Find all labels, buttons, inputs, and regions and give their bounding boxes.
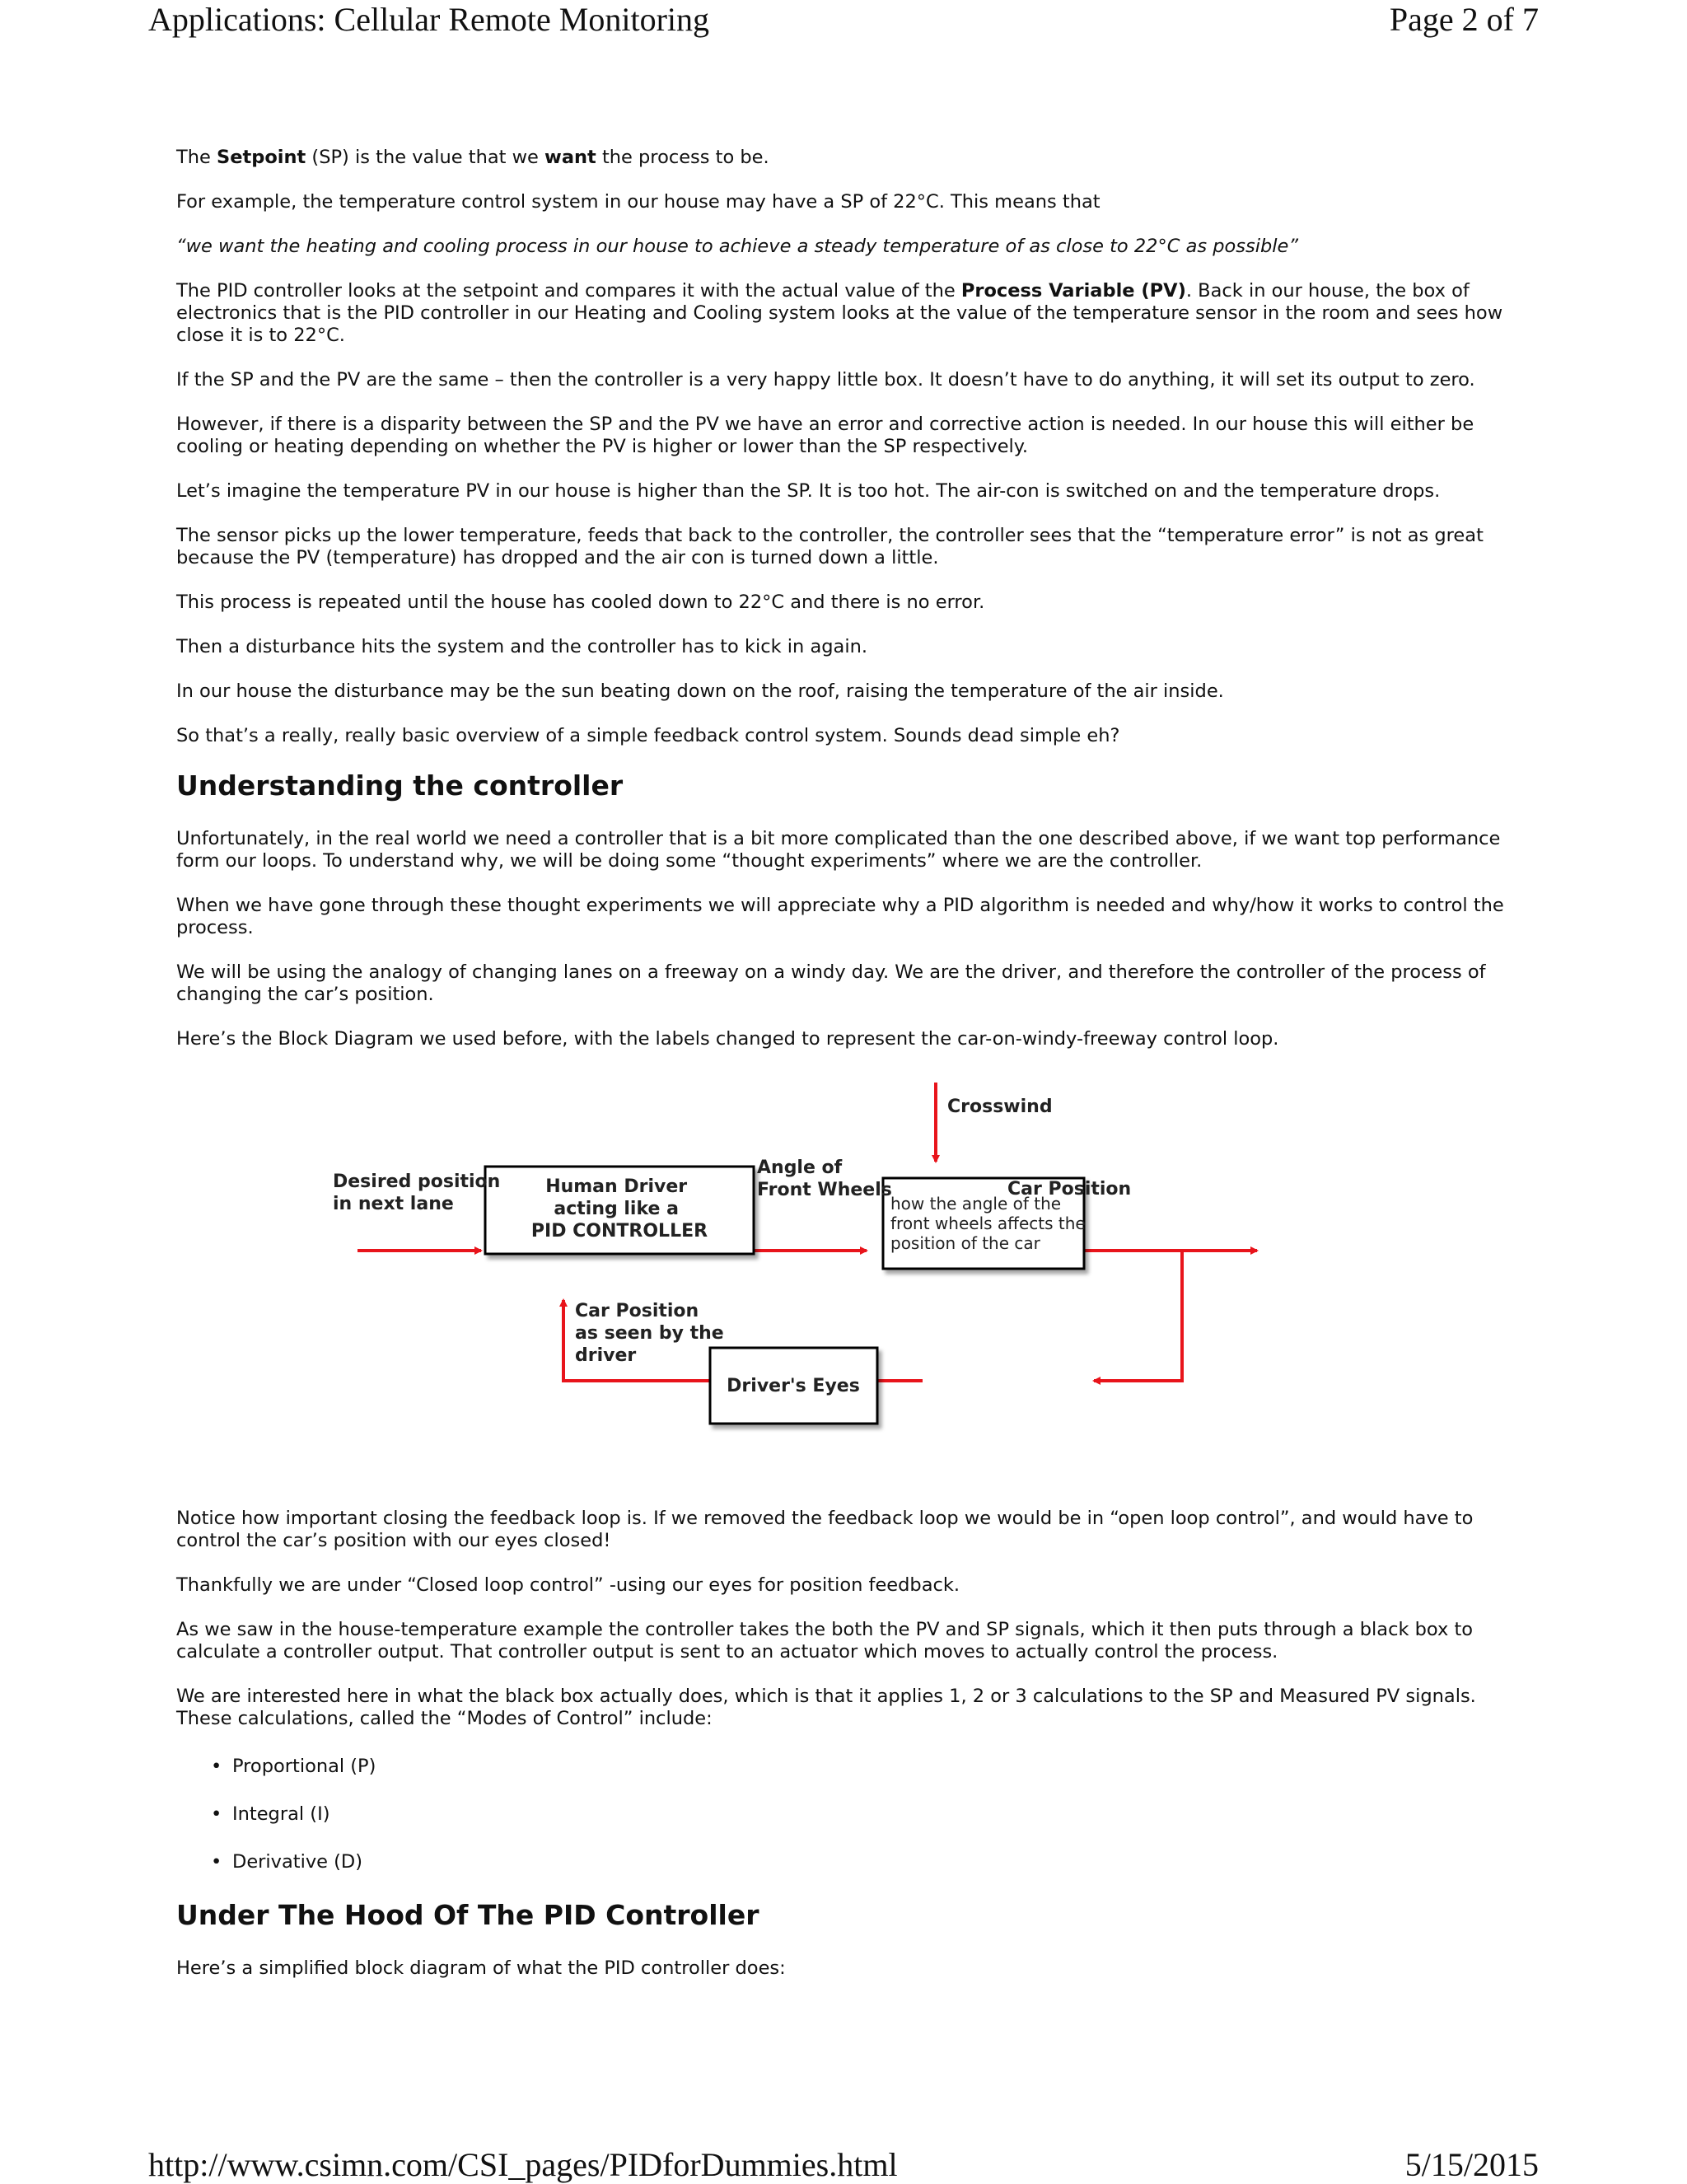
angle-label-line: Angle of <box>757 1157 843 1178</box>
angle-label-line: Front Wheels <box>757 1180 892 1200</box>
input-label <box>333 1172 507 1214</box>
print-header <box>148 0 1539 39</box>
quote-paragraph <box>176 236 1511 258</box>
input-label-line: in next lane <box>333 1194 454 1214</box>
list-item <box>211 1756 1511 1778</box>
paragraph: Then a disturbance hits the system and the controller has to kick in again. <box>176 636 867 657</box>
paragraph: This process is repeated until the house has cooled down to 22°C and there is no error. <box>176 592 985 613</box>
paragraph-setpoint <box>176 147 1511 169</box>
text-run: . Back in our house, the box of electronics that is the PID controller in our Heating and Cooling system looks at the value of the temperature sensor in the room and sees how close it is to 22°C. <box>176 280 1503 346</box>
paragraph: Thankfully we are under “Closed loop control” -using our eyes for position feedback. <box>176 1574 960 1596</box>
print-footer <box>148 2145 1539 2184</box>
feedback-label-line: Car Position <box>575 1301 699 1321</box>
paragraph: For example, the temperature control system in our house may have a SP of 22°C. This means that <box>176 191 1101 213</box>
output-label: Car Position <box>1007 1179 1132 1200</box>
list-item <box>211 1803 1511 1826</box>
modes-of-control-list <box>176 1756 1511 1873</box>
term-setpoint: Setpoint <box>217 147 306 168</box>
article-body <box>176 147 1511 2002</box>
text-run: (SP) is the value that we <box>306 147 545 168</box>
footer-url: http://www.csimn.com/CSI_pages/PIDforDummies.html <box>148 2146 898 2183</box>
crosswind-label: Crosswind <box>947 1097 1053 1117</box>
bullet-marker: • <box>211 1756 222 1777</box>
paragraph: Let’s imagine the temperature PV in our house is higher than the SP. It is too hot. The air-con is switched on and the temperature drops. <box>176 480 1441 502</box>
paragraph: We will be using the analogy of changing lanes on a freeway on a windy day. We are the driver, and therefore the controller of the process of changing the car’s position. <box>176 961 1486 1005</box>
process-label-line: front wheels affects the <box>890 1214 1086 1233</box>
quote-text: “we want the heating and cooling process in our house to achieve a steady temperature of as close to 22°C as possible” <box>176 236 1299 257</box>
text-run: The <box>176 147 217 168</box>
list-item-text: Proportional (P) <box>232 1756 376 1777</box>
paragraph: As we saw in the house-temperature example the controller takes the both the PV and SP signals, which it then puts through a black box to calculate a controller output. That controller output is sent to an actuator which moves to actually control the process. <box>176 1619 1474 1663</box>
paragraph: In our house the disturbance may be the sun beating down on the roof, raising the temperature of the air inside. <box>176 680 1224 702</box>
controller-label-line: acting like a <box>554 1199 679 1219</box>
paragraph: If the SP and the PV are the same – then the controller is a very happy little box. It doesn’t have to do anything, it will set its output to zero. <box>176 369 1475 391</box>
paragraph: Notice how important closing the feedback loop is. If we removed the feedback loop we would be in “open loop control”, and would have to control the car’s position with our eyes closed! <box>176 1508 1474 1551</box>
process-label-line: how the angle of the <box>890 1194 1062 1214</box>
process-label-line: position of the car <box>890 1233 1040 1253</box>
controller-label-line: PID CONTROLLER <box>530 1221 708 1242</box>
controller-label <box>531 1176 708 1242</box>
text-run: the process to be. <box>596 147 769 168</box>
paragraph: Here’s the Block Diagram we used before, with the labels changed to represent the car-on-windy-freeway control loop. <box>176 1028 1279 1050</box>
list-item-text: Integral (I) <box>232 1803 330 1825</box>
feedback-label-line: driver <box>575 1345 637 1366</box>
paragraph: Unfortunately, in the real world we need a controller that is a bit more complicated than the one described above, if we want top performance form our loops. To understand why, we will be doing some “thought experiments” where we are the controller. <box>176 828 1501 872</box>
text-run: The PID controller looks at the setpoint and compares it with the actual value of the <box>176 280 961 302</box>
paragraph: We are interested here in what the black box actually does, which is that it applies 1, 2 or 3 calculations to the SP and Measured PV signals. These calculations, called the “Modes of Control” include: <box>176 1686 1476 1729</box>
paragraph: The sensor picks up the lower temperature, feeds that back to the controller, the controller sees that the “temperature error” is not as great because the PV (temperature) has dropped and the air con is turned down a little. <box>176 525 1484 568</box>
sensor-label: Driver's Eyes <box>727 1376 860 1396</box>
section-heading-understanding: Understanding the controller <box>176 769 624 802</box>
angle-label <box>757 1157 892 1200</box>
feedback-return-line <box>1094 1251 1182 1381</box>
controller-label-line: Human Driver <box>545 1176 688 1197</box>
footer-date: 5/15/2015 <box>1404 2146 1539 2183</box>
paragraph: Here’s a simplified block diagram of what the PID controller does: <box>176 1957 786 1979</box>
input-label-line: Desired position <box>333 1172 501 1192</box>
header-page-number: Page 2 of 7 <box>1389 1 1539 38</box>
paragraph: However, if there is a disparity between the SP and the PV we have an error and corrective action is needed. In our house this will either be cooling or heating depending on whether the PV is higher or lower than the SP respectively. <box>176 414 1474 457</box>
list-item <box>211 1851 1511 1873</box>
section-heading-under-the-hood: Under The Hood Of The PID Controller <box>176 1899 759 1931</box>
bullet-marker: • <box>211 1851 222 1873</box>
header-title: Applications: Cellular Remote Monitoring <box>148 1 710 38</box>
feedback-label <box>575 1301 730 1366</box>
list-item-text: Derivative (D) <box>232 1851 363 1873</box>
block-diagram <box>333 1083 1264 1470</box>
bullet-marker: • <box>211 1803 222 1825</box>
paragraph-process-variable <box>176 280 1511 347</box>
paragraph: So that’s a really, really basic overview of a simple feedback control system. Sounds dead simple eh? <box>176 725 1120 746</box>
emphasis-want: want <box>544 147 596 168</box>
feedback-label-line: as seen by the <box>575 1323 724 1344</box>
paragraph: When we have gone through these thought experiments we will appreciate why a PID algorithm is needed and why/how it works to control the process. <box>176 895 1504 938</box>
term-process-variable: Process Variable (PV) <box>960 280 1186 302</box>
